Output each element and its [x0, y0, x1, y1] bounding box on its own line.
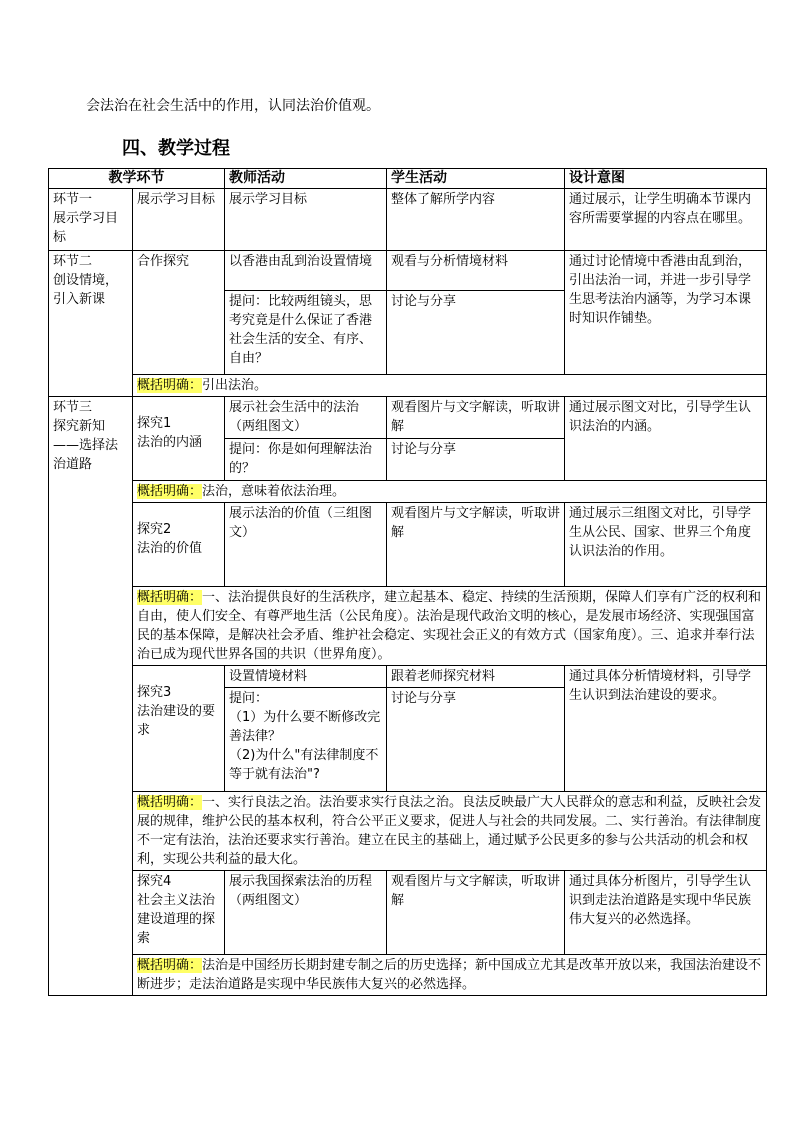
summary-text: 一、实行良法之治。法治要求实行良法之治。良法反映最广大人民群众的意志和利益，反映社会发展的规律，维护公民的基本权利，符合公平正义要求，促进人与社会的共同发展。二、实行善治。有法律制度不一定有法治，法治还要求实行善治。建立在民主的基础上，通过赋予公民更多的参与公共活动的机会和权利，实现公共利益的最大化。 — [137, 795, 762, 867]
explore2-summary — [133, 587, 767, 666]
col-header-student: 学生活动 — [387, 169, 565, 189]
table-row — [49, 871, 767, 955]
explore4-sub — [133, 871, 225, 955]
col-header-intent: 设计意图 — [565, 169, 767, 189]
stage1-teacher: 展示学习目标 — [225, 189, 387, 251]
explore3-intent: 通过具体分析情境材料，引导学生认识到法治建设的要求。 — [565, 666, 767, 792]
stage3-name — [49, 397, 133, 996]
explore4-summary — [133, 955, 767, 996]
stage2-student1: 观看与分析情境材料 — [387, 251, 565, 291]
stage1-name — [49, 189, 133, 251]
explore2-student: 观看图片与文字解读，听取讲解 — [387, 503, 565, 587]
table-header-row — [49, 169, 767, 189]
explore4-intent: 通过具体分析图片，引导学生认识到走法治道路是实现中华民族伟大复兴的必然选择。 — [565, 871, 767, 955]
table-row — [49, 251, 767, 291]
explore2-sub — [133, 503, 225, 587]
explore3-teacher2 — [225, 688, 387, 792]
stage2-name — [49, 251, 133, 397]
col-header-teacher: 教师活动 — [225, 169, 387, 189]
explore3-sub — [133, 666, 225, 792]
explore3-teacher2-text: 提问： （1）为什么要不断修改完善法律？ （2)为什么"有法律制度不等于就有法治"? — [229, 691, 381, 782]
explore1-student2: 讨论与分享 — [387, 439, 565, 481]
table-row — [49, 503, 767, 587]
table-row — [49, 481, 767, 503]
stage3-name-text: 环节三 探究新知——选择法治道路 — [53, 400, 119, 472]
col-header-stage: 教学环节 — [49, 169, 225, 189]
stage2-teacher2: 提问：比较两组镜头，思考究竟是什么保证了香港社会生活的安全、有序、自由？ — [225, 291, 387, 375]
summary-text: 引出法治。 — [202, 378, 268, 393]
table-row — [49, 666, 767, 688]
summary-label: 概括明确： — [137, 378, 203, 393]
explore3-summary — [133, 792, 767, 871]
explore1-intent: 通过展示图文对比，引导学生认识法治的内涵。 — [565, 397, 767, 481]
table-row — [49, 397, 767, 439]
summary-text: 法治是中国经历长期封建专制之后的历史选择；新中国成立尤其是改革开放以来，我国法治建设不断进步；走法治道路是实现中华民族伟大复兴的必然选择。 — [137, 958, 762, 992]
stage2-intent: 通过讨论情境中香港由乱到治，引出法治一词，并进一步引导学生思考法治内涵等，为学习本课时知识作铺垫。 — [565, 251, 767, 375]
stage2-sub: 合作探究 — [133, 251, 225, 375]
table-row — [49, 189, 767, 251]
stage2-name-text: 环节二 创设情境，引入新课 — [53, 254, 119, 307]
explore3-student2: 讨论与分享 — [387, 688, 565, 792]
table-row — [49, 792, 767, 871]
teaching-process-table — [48, 168, 767, 996]
explore1-student1: 观看图片与文字解读，听取讲解 — [387, 397, 565, 439]
summary-label: 概括明确： — [137, 795, 203, 810]
summary-label: 概括明确： — [137, 484, 203, 499]
explore2-sub-text: 探究2 法治的价值 — [137, 522, 203, 556]
explore1-teacher2: 提问：你是如何理解法治的？ — [225, 439, 387, 481]
summary-text: 法治，意味着依法治理。 — [202, 484, 346, 499]
explore1-sub-text: 探究1 法治的内涵 — [137, 416, 203, 450]
explore1-teacher1: 展示社会生活中的法治（两组图文） — [225, 397, 387, 439]
table-row — [49, 375, 767, 397]
stage2-teacher1: 以香港由乱到治设置情境 — [225, 251, 387, 291]
explore4-student: 观看图片与文字解读，听取讲解 — [387, 871, 565, 955]
stage2-student2: 讨论与分享 — [387, 291, 565, 375]
explore4-teacher: 展示我国探索法治的历程（两组图文） — [225, 871, 387, 955]
summary-label: 概括明确： — [137, 590, 203, 605]
table-row — [49, 955, 767, 996]
table-row — [49, 587, 767, 666]
intro-line: 会法治在社会生活中的作用，认同法治价值观。 — [86, 98, 380, 114]
stage1-intent: 通过展示，让学生明确本节课内容所需要掌握的内容点在哪里。 — [565, 189, 767, 251]
explore2-intent: 通过展示三组图文对比，引导学生从公民、国家、世界三个角度认识法治的作用。 — [565, 503, 767, 587]
stage1-student: 整体了解所学内容 — [387, 189, 565, 251]
summary-label: 概括明确： — [137, 958, 203, 973]
explore3-sub-text: 探究3 法治建设的要求 — [137, 685, 216, 738]
stage2-summary — [133, 375, 767, 397]
explore3-teacher1: 设置情境材料 — [225, 666, 387, 688]
explore1-sub — [133, 397, 225, 481]
explore4-sub-text: 探究4 社会主义法治建设道理的探索 — [137, 874, 216, 946]
explore2-teacher: 展示法治的价值（三组图文） — [225, 503, 387, 587]
stage1-sub: 展示学习目标 — [133, 189, 225, 251]
section-title: 四、教学过程 — [122, 138, 230, 159]
stage1-name-text: 环节一 展示学习目标 — [53, 192, 119, 245]
explore1-summary — [133, 481, 767, 503]
explore3-student1: 跟着老师探究材料 — [387, 666, 565, 688]
summary-text: 一、法治提供良好的生活秩序，建立起基本、稳定、持续的生活预期，保障人们享有广泛的权利和自由，使人们安全、有尊严地生活（公民角度）。法治是现代政治文明的核心，是发展市场经济、实现强国富民的基本保障，是解决社会矛盾、维护社会稳定、实现社会正义的有效方式（国家角度）。三、追求并奉行法治已成为现代世界各国的共识（世界角度）。 — [137, 590, 762, 662]
